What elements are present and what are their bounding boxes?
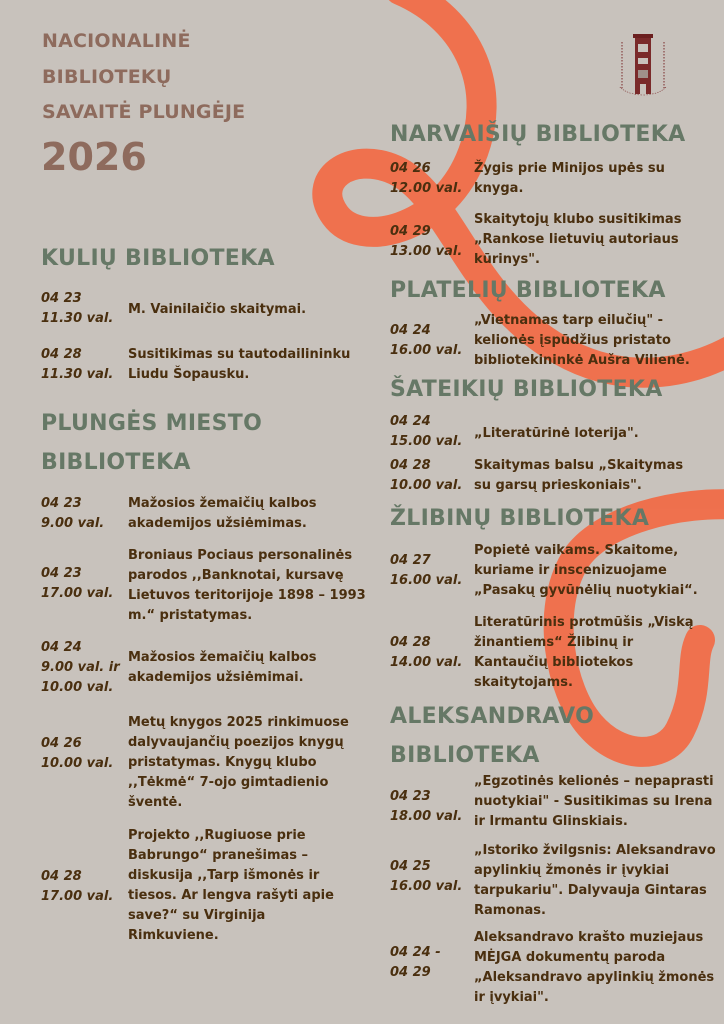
event-date: 04 23 17.00 val. [41, 566, 114, 601]
event-description: Mažosios žemaičių kalbos akademijos užsiėmimai. [128, 650, 317, 685]
event-date: 04 28 14.00 val. [390, 635, 463, 670]
event-description: Skaitymas balsu „Skaitymas su garsų prieskoniais". [474, 458, 684, 493]
title-line-3: SAVAITĖ PLUNGĖJE [42, 101, 246, 123]
event-date: 04 23 11.30 val. [41, 291, 114, 326]
section-heading: ŽLIBINŲ BIBLIOTEKA [390, 506, 650, 531]
section-heading: PLATELIŲ BIBLIOTEKA [390, 278, 666, 303]
event-description: Metų knygos 2025 rinkimuose dalyvaujančių poezijos knygų pristatymas. Knygų klubo ,,Tėkmė“ 7-ojo gimtadienio šventė. [128, 715, 349, 810]
event-description: „Literatūrinė loterija". [474, 426, 639, 441]
event-description: „Vietnamas tarp eilučių" - kelionės įspūdžius pristato bibliotekininkė Aušra Vilienė. [474, 313, 690, 368]
event-description: Aleksandravo krašto muziejaus MĖJGA dokumentų paroda „Aleksandravo apylinkių žmonės ir įvykiai". [474, 930, 715, 1005]
event-description: Popietė vaikams. Skaitome, kuriame ir inscenizuojame „Pasakų gyvūnėlių nuotykiai“. [474, 543, 698, 598]
event-description: Mažosios žemaičių kalbos akademijos užsiėmimas. [128, 496, 317, 531]
event-date: 04 26 10.00 val. [41, 736, 114, 771]
event-description: M. Vainilaičio skaitymai. [128, 302, 307, 317]
tower-icon [608, 28, 678, 108]
event-date: 04 24 9.00 val. ir 10.00 val. [41, 640, 120, 695]
event-date: 04 24 16.00 val. [390, 323, 463, 358]
event-date: 04 28 17.00 val. [41, 869, 114, 904]
event-description: Susitikimas su tautodailininku Liudu Šopausku. [128, 347, 351, 382]
event-date: 04 26 12.00 val. [390, 161, 463, 196]
event-date: 04 27 16.00 val. [390, 553, 463, 588]
section-heading: PLUNGĖS MIESTO BIBLIOTEKA [41, 411, 263, 475]
section-heading: ŠATEIKIŲ BIBLIOTEKA [390, 377, 663, 402]
event-date: 04 28 10.00 val. [390, 458, 463, 493]
title-line-2: BIBLIOTEKŲ [42, 66, 172, 88]
event-date: 04 28 11.30 val. [41, 347, 114, 382]
title-line-1: NACIONALINĖ [42, 30, 191, 52]
year: 2026 [41, 135, 147, 179]
library-logo [608, 28, 678, 108]
event-date: 04 29 13.00 val. [390, 224, 463, 259]
event-date: 04 24 15.00 val. [390, 414, 463, 449]
event-date: 04 23 9.00 val. [41, 496, 105, 531]
event-description: Projekto ,,Rugiuose prie Babrungo“ pranešimas – diskusija ,,Tarp išmonės ir tiesos. Ar lengva rašyti apie save?“ su Virginija Rimkuviene. [128, 828, 334, 943]
event-date: 04 25 16.00 val. [390, 859, 463, 894]
event-description: Literatūrinis protmūšis „Viską žinantiems“ Žlibinų ir Kantaučių bibliotekos skaitytojams. [474, 615, 694, 690]
event-description: Žygis prie Minijos upės su knyga. [474, 161, 665, 196]
event-description: „Istoriko žvilgsnis: Aleksandravo apylinkių žmonės ir įvykiai tarpukariu". Dalyvauja Gintaras Ramonas. [474, 843, 716, 918]
section-heading: ALEKSANDRAVO BIBLIOTEKA [390, 704, 595, 768]
event-description: Skaitytojų klubo susitikimas „Rankose lietuvių autoriaus kūrinys". [474, 212, 682, 267]
section-heading: NARVAIŠIŲ BIBLIOTEKA [390, 122, 686, 147]
event-description: „Egzotinės kelionės – nepaprasti nuotykiai" - Susitikimas su Irena ir Irmantu Glinskiais. [474, 774, 714, 829]
event-date: 04 23 18.00 val. [390, 789, 463, 824]
event-description: Broniaus Pociaus personalinės parodos ,,Banknotai, kursavę Lietuvos teritorijoje 1898 – 1993 m.“ pristatymas. [128, 548, 366, 623]
section-heading: KULIŲ BIBLIOTEKA [41, 246, 275, 271]
event-date: 04 24 - 04 29 [390, 945, 441, 980]
